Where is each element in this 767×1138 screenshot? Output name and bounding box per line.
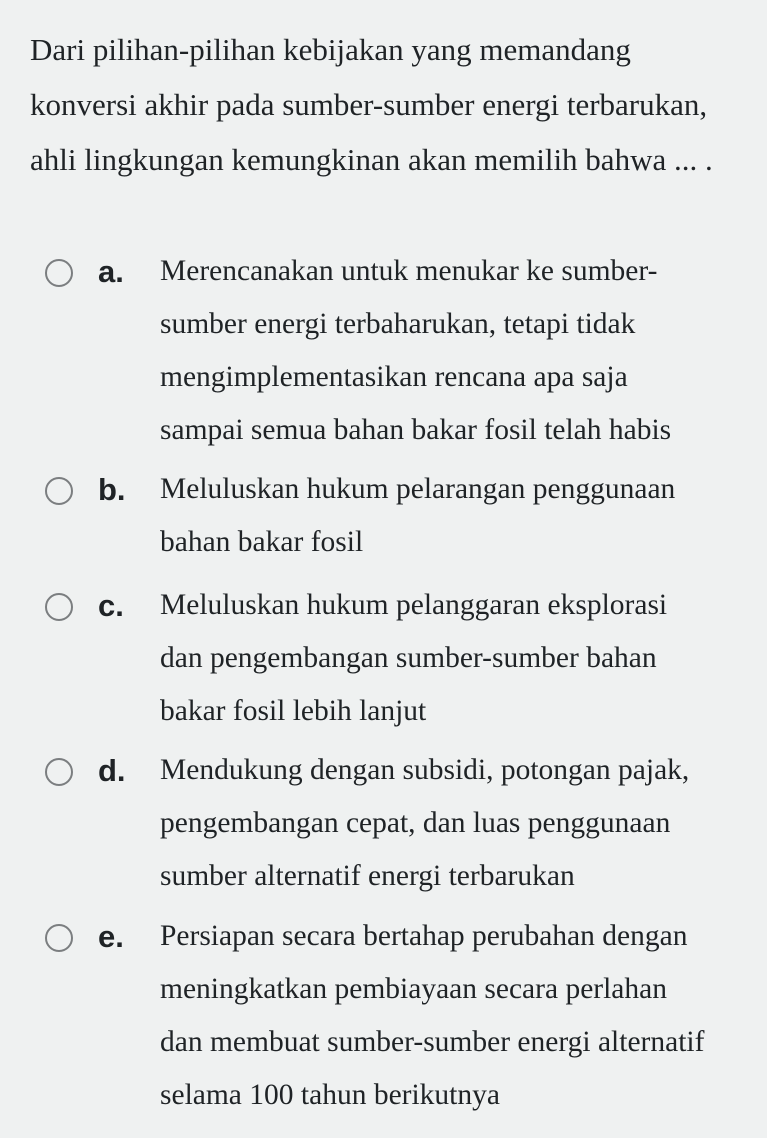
- radio-button-c[interactable]: [45, 593, 73, 621]
- option-letter-a: a.: [98, 254, 124, 289]
- option-text-a: Merencanakan untuk menukar ke sumber- sumber energi terbaharukan, tetapi tidak mengimplementasikan rencana apa saja sampai semua bahan bakar fosil telah habis: [160, 255, 672, 446]
- radio-button-b[interactable]: [45, 477, 73, 505]
- option-text-c: Meluluskan hukum pelanggaran eksplorasi dan pengembangan sumber-sumber bahan bakar fosil lebih lanjut: [160, 589, 668, 727]
- option-letter-b: b.: [98, 472, 126, 507]
- option-letter-c: c.: [98, 588, 124, 623]
- option-letter-d: d.: [98, 753, 126, 788]
- radio-button-d[interactable]: [45, 758, 73, 786]
- option-text-d: Mendukung dengan subsidi, potongan pajak, pengembangan cepat, dan luas penggunaan sumber alternatif energi terbarukan: [160, 754, 690, 892]
- option-text-b: Meluluskan hukum pelarangan penggunaan bahan bakar fosil: [160, 473, 676, 558]
- radio-button-a[interactable]: [45, 259, 73, 287]
- radio-button-e[interactable]: [45, 924, 73, 952]
- option-text-e: Persiapan secara bertahap perubahan dengan meningkatkan pembiayaan secara perlahan dan membuat sumber-sumber energi alternatif selama 100 tahun berikutnya: [160, 920, 705, 1111]
- question-text: Dari pilihan-pilihan kebijakan yang memandang konversi akhir pada sumber-sumber energi terbarukan, ahli lingkungan kemungkinan akan memilih bahwa ... .: [30, 32, 713, 177]
- option-letter-e: e.: [98, 919, 124, 954]
